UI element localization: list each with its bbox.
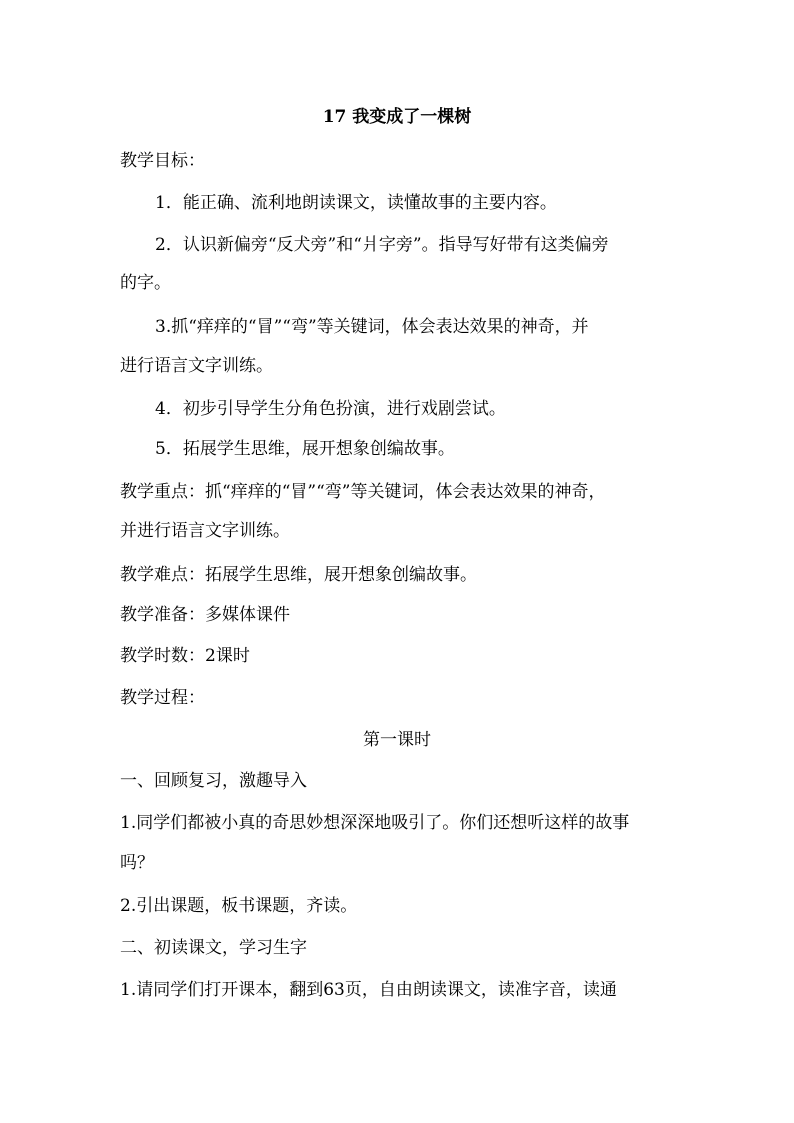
objective-1: 1．能正确、流利地朗读课文，读懂故事的主要内容。 — [155, 193, 557, 213]
section2-item1: 1.请同学们打开课本，翻到63页，自由朗读课文，读准字音，读通 — [120, 980, 617, 1000]
section1-heading: 一、回顾复习，激趣导入 — [120, 771, 307, 791]
section1-item1-line1: 1.同学们都被小真的奇思妙想深深地吸引了。你们还想听这样的故事 — [120, 813, 630, 833]
objective-4: 4．初步引导学生分角色扮演，进行戏剧尝试。 — [155, 399, 506, 419]
key-point-line1: 教学重点：抓“痒痒的“冒”“弯”等关键词，体会表达效果的神奇， — [120, 482, 606, 502]
objective-2-line2: 的字。 — [120, 273, 171, 293]
objective-3-line2: 进行语言文字训练。 — [120, 356, 273, 376]
section2-heading: 二、初读课文，学习生字 — [120, 938, 307, 958]
objective-5: 5．拓展学生思维，展开想象创编故事。 — [155, 439, 455, 459]
document-title: 17 我变成了一棵树 — [322, 107, 472, 127]
section1-item2: 2.引出课题，板书课题，齐读。 — [120, 896, 358, 916]
section1-item1-line2: 吗？ — [120, 853, 154, 873]
key-point-line2: 并进行语言文字训练。 — [120, 521, 290, 541]
objective-2-line1: 2．认识新偏旁“反犬旁”和“爿字旁”。指导写好带有这类偏旁 — [155, 235, 609, 255]
teaching-hours: 教学时数：2课时 — [120, 646, 250, 666]
difficulty: 教学难点：拓展学生思维，展开想象创编故事。 — [120, 565, 477, 585]
objectives-label: 教学目标： — [120, 151, 205, 171]
lesson-title: 第一课时 — [363, 730, 431, 750]
process-label: 教学过程： — [120, 688, 205, 708]
objective-3-line1: 3.抓“痒痒的“冒”“弯”等关键词，体会表达效果的神奇，并 — [155, 317, 589, 337]
preparation: 教学准备：多媒体课件 — [120, 605, 290, 625]
